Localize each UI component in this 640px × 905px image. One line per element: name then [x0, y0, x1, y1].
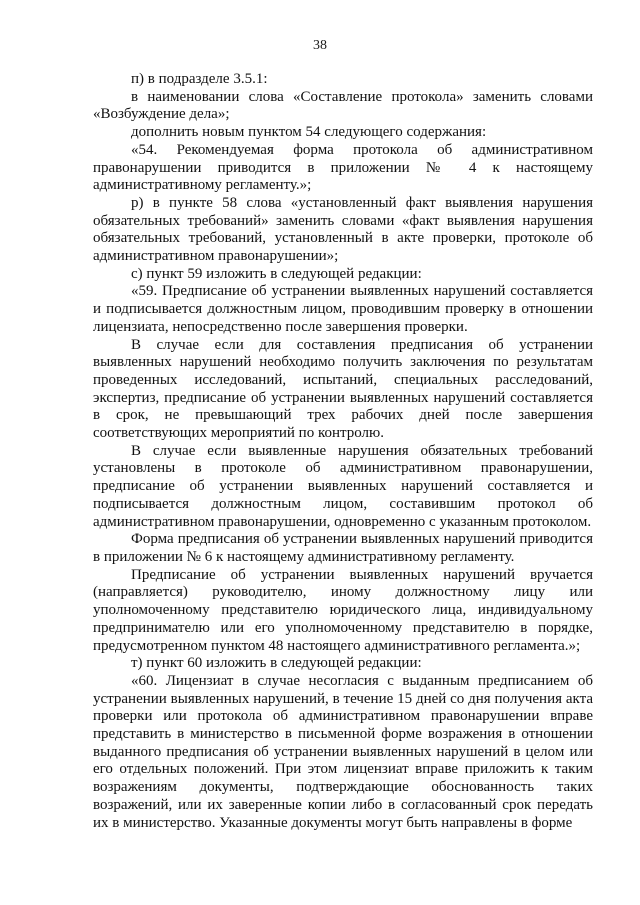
paragraph-item-59: «59. Предписание об устранении выявленных нарушений составляется и подписывается должностным лицом, проводившим проверку в отношении лицензиата, непосредственно после завершения проверки.	[93, 283, 593, 335]
paragraph-subsection-r: р) в пункте 58 слова «установленный факт выявления нарушения обязательных требований» заменить словами «факт выявления нарушения обязательных требований, установленный в акте проверки, протоколе об административном правонарушении»;	[93, 194, 593, 265]
paragraph-item-59-protocol: В случае если выявленные нарушения обязательных требований установлены в протоколе об административном правонарушении, предписание об устранении выявленных нарушений составляется и подписывается должностным лицом, составившим протокол об административном правонарушении, одновременно с указанным протоколом.	[93, 442, 593, 530]
paragraph-item-59-deadline: В случае если для составления предписания об устранении выявленных нарушений необходимо получить заключения по результатам проведенных исследований, испытаний, специальных расследований, экспертиз, предписание об устранении выявленных нарушений составляется в срок, не превышающий трех рабочих дней после завершения соответствующих мероприятий по контролю.	[93, 336, 593, 442]
paragraph-subsection-s: с) пункт 59 изложить в следующей редакции:	[131, 265, 422, 282]
paragraph-item-59-delivery: Предписание об устранении выявленных нарушений вручается (направляется) руководителю, иному должностному лицу или уполномоченному представителю юридического лица, индивидуальному предпринимателю или его уполномоченному представителю в порядке, предусмотренном пунктом 48 настоящего административного регламента.»;	[93, 566, 593, 654]
paragraph-rename-title: в наименовании слова «Составление протокола» заменить словами «Возбуждение дела»;	[93, 88, 593, 123]
paragraph-item-59-form: Форма предписания об устранении выявленных нарушений приводится в приложении № 6 к настоящему административному регламенту.	[93, 531, 593, 565]
paragraph-item-60: «60. Лицензиат в случае несогласия с выданным предписанием об устранении выявленных нарушений, в течение 15 дней со дня получения акта проверки или протокола об административном правонарушении вправе представить в министерство в письменной форме возражения в отношении выданного предписания об устранении выявленных нарушений в целом или его отдельных положений. При этом лицензиат вправе приложить к таким возражениям документы, подтверждающие обоснованность таких возражений, или их заверенные копии либо в согласованный срок передать их в министерство. Указанные документы могут быть направлены в форме	[93, 672, 593, 831]
page-number: 38	[313, 38, 327, 53]
paragraph-item-54: «54. Рекомендуемая форма протокола об административном правонарушении приводится в приложении № 4 к настоящему административному регламенту.»;	[93, 141, 593, 194]
paragraph-add-item-54: дополнить новым пунктом 54 следующего содержания:	[131, 124, 487, 141]
paragraph-subsection-t: т) пункт 60 изложить в следующей редакции:	[131, 655, 422, 672]
document-body	[93, 71, 593, 832]
paragraph-subsection-p: п) в подразделе 3.5.1:	[131, 71, 268, 87]
